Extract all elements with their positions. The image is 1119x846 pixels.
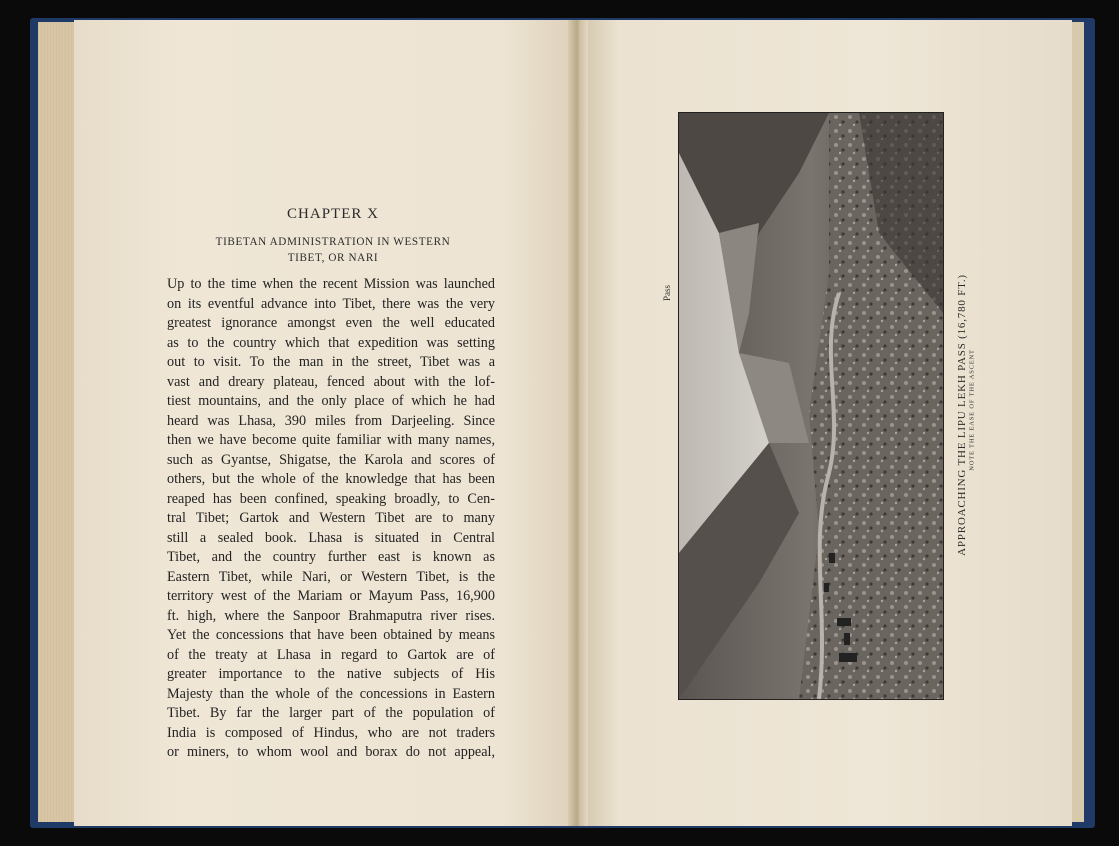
photo-caption-text: APPROACHING THE LIPU LEKH PASS (16,780 FT.) xyxy=(956,274,968,556)
body-line: Eastern Tibet, while Nari, or Western Tibet, is the xyxy=(167,568,495,585)
body-line: then we have become quite familiar with many names, xyxy=(167,432,495,448)
body-line: or miners, to whom wool and borax do not appeal, xyxy=(167,744,495,760)
body-line: reaped has been confined, speaking broadly, to Cen- xyxy=(167,490,495,507)
body-line: tiest mountains, and the only place of which he had xyxy=(167,393,495,409)
photo-subcaption-text: NOTE THE EASE OF THE ASCENT xyxy=(968,349,976,471)
body-line: India is composed of Hindus, who are not traders xyxy=(167,724,495,741)
body-line: territory west of the Mariam or Mayum Pass, 16,900 xyxy=(167,588,495,604)
body-line: Yet the concessions that have been obtained by means xyxy=(167,627,495,643)
body-line: out to visit. To the man in the street, Tibet was a xyxy=(167,354,495,370)
page-edges-left xyxy=(38,22,74,822)
body-line: of the treaty at Lhasa in regard to Gartok are of xyxy=(167,646,495,663)
body-line: greatest ignorance amongst even the well educated xyxy=(167,315,495,331)
chapter-subtitle-line1: TIBETAN ADMINISTRATION IN WESTERN xyxy=(215,236,451,248)
side-label-text: Pass xyxy=(662,284,672,302)
body-line: still a sealed book. Lhasa is situated in Central xyxy=(167,529,495,546)
body-line: Up to the time when the recent Mission was launched xyxy=(167,276,495,292)
mountain-pass-photograph xyxy=(678,112,944,700)
body-line: ft. high, where the Sanpoor Brahmaputra river rises. xyxy=(167,607,495,624)
body-line: such as Gyantse, Shigatse, the Karola and scores of xyxy=(167,451,495,468)
body-line: greater importance to the native subjects of His xyxy=(167,666,495,682)
body-line: on its eventful advance into Tibet, there was the very xyxy=(167,295,495,312)
body-line: heard was Lhasa, 390 miles from Darjeeling. Since xyxy=(167,412,495,429)
body-line: Majesty than the whole of the concessions in Eastern xyxy=(167,685,495,702)
body-line: tral Tibet; Gartok and Western Tibet are to many xyxy=(167,510,495,526)
side-label xyxy=(652,278,682,308)
book-gutter xyxy=(568,20,588,826)
body-line: Tibet, and the country further east is known as xyxy=(167,549,495,565)
chapter-subtitle-line2: TIBET, OR NARI xyxy=(287,252,379,264)
body-line: Tibet. By far the larger part of the population of xyxy=(167,705,495,721)
body-line: as to the country which that expedition was setting xyxy=(167,334,495,351)
body-line: others, but the whole of the knowledge that has been xyxy=(167,471,495,487)
chapter-subtitle xyxy=(160,234,506,266)
photo-subcaption xyxy=(965,330,979,490)
chapter-body-text xyxy=(167,275,495,763)
body-line: vast and dreary plateau, fenced about with the lof- xyxy=(167,373,495,390)
chapter-title: CHAPTER X xyxy=(287,206,379,222)
photograph-drawing xyxy=(679,113,943,699)
